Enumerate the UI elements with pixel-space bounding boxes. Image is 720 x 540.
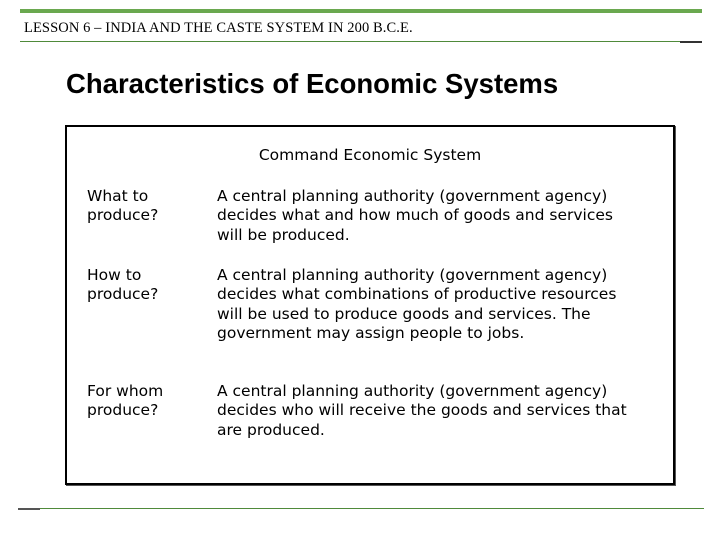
row-answer: A central planning authority (government agency) decides what and how much of goods and services will be produced. bbox=[217, 187, 613, 244]
footer-divider-accent bbox=[18, 508, 40, 510]
row-question: How to produce? bbox=[87, 266, 159, 304]
row-question: For whom produce? bbox=[87, 382, 164, 420]
header-divider bbox=[20, 41, 702, 42]
economic-system-box bbox=[65, 125, 675, 485]
row-answer: A central planning authority (government agency) decides who will receive the goods and services that are produced. bbox=[217, 382, 627, 439]
header-divider-accent bbox=[680, 41, 702, 43]
row-answer: A central planning authority (government agency) decides what combinations of productive resources will be used to produce goods and services. The government may assign people to jobs. bbox=[217, 266, 617, 343]
lesson-header: LESSON 6 – INDIA AND THE CASTE SYSTEM IN 200 B.C.E. bbox=[24, 20, 413, 36]
footer-divider bbox=[18, 508, 704, 509]
row-question: What to produce? bbox=[87, 187, 159, 225]
box-heading: Command Economic System bbox=[258, 146, 482, 164]
slide-title: Characteristics of Economic Systems bbox=[66, 68, 559, 99]
header-accent-bar bbox=[20, 9, 702, 13]
